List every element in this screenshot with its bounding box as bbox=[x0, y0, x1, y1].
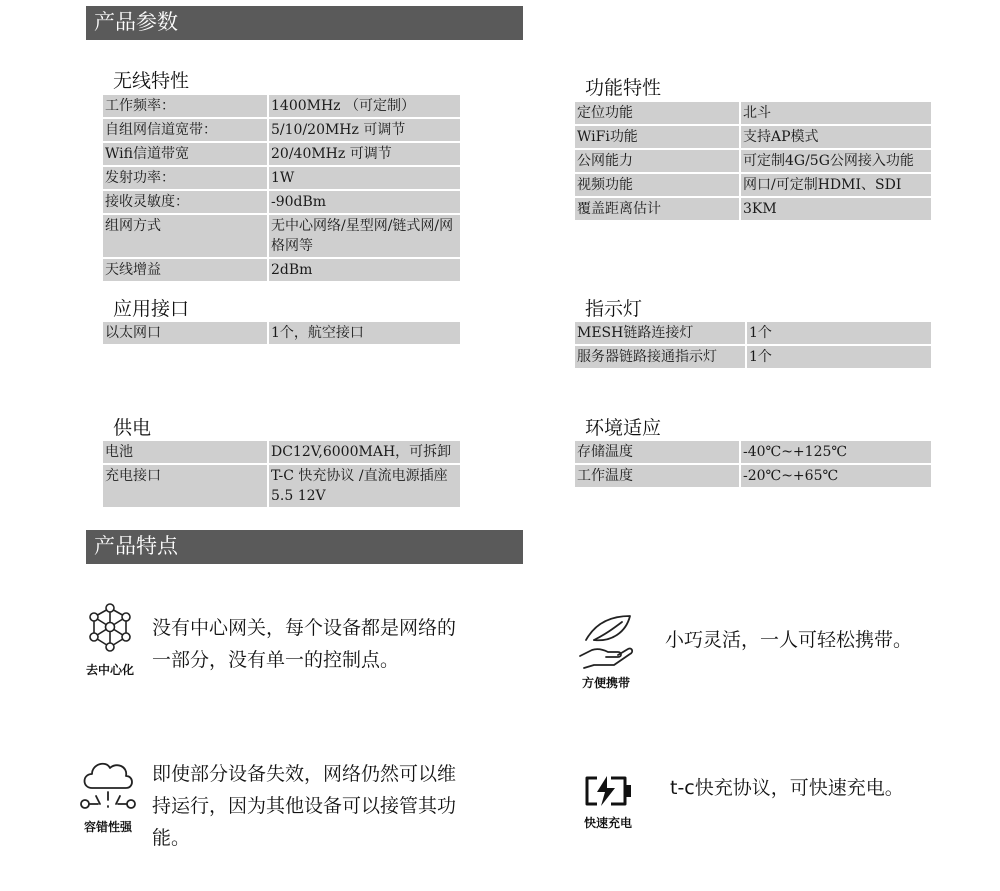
table-row bbox=[103, 166, 460, 190]
spec-value: 北斗 bbox=[740, 102, 931, 125]
features-banner: 产品特点 bbox=[86, 530, 523, 564]
spec-value: 1W bbox=[268, 166, 460, 190]
table-row bbox=[575, 125, 931, 149]
table-row bbox=[575, 102, 931, 125]
spec-key: WiFi功能 bbox=[575, 125, 740, 149]
feature-label: 容错性强 bbox=[83, 820, 132, 834]
spec-value: 可定制4G/5G公网接入功能 bbox=[740, 149, 931, 173]
spec-key: MESH链路连接灯 bbox=[575, 322, 746, 345]
spec-key: Wifi信道带宽 bbox=[103, 142, 268, 166]
spec-value: -90dBm bbox=[268, 190, 460, 214]
spec-key: 以太网口 bbox=[103, 322, 268, 345]
spec-key: 工作频率： bbox=[103, 95, 268, 118]
spec-value: 1个 bbox=[746, 345, 931, 369]
feature-text: 没有中心网关，每个设备都是网络的一部分，没有单一的控制点。 bbox=[152, 617, 457, 671]
table-row bbox=[103, 95, 460, 118]
table-row bbox=[103, 142, 460, 166]
interface-title: 应用接口 bbox=[113, 298, 190, 320]
power-table bbox=[103, 441, 460, 509]
spec-value: 1个，航空接口 bbox=[268, 322, 460, 345]
spec-value: 5/10/20MHz 可调节 bbox=[268, 118, 460, 142]
feature-text: 即使部分设备失效，网络仍然可以维持运行，因为其他设备可以接管其功能。 bbox=[152, 763, 457, 849]
spec-key: 工作温度 bbox=[575, 464, 740, 488]
indicator-table bbox=[575, 322, 931, 370]
decentralized-icon bbox=[80, 602, 140, 658]
fast-charge-icon bbox=[583, 774, 633, 808]
spec-value: DC12V,6000MAH，可拆卸 bbox=[268, 441, 460, 464]
interface-table bbox=[103, 322, 460, 346]
spec-value: -20℃~+65℃ bbox=[740, 464, 931, 488]
spec-key: 定位功能 bbox=[575, 102, 740, 125]
spec-key: 组网方式 bbox=[103, 214, 268, 258]
power-title: 供电 bbox=[113, 417, 152, 439]
table-row bbox=[575, 322, 931, 345]
spec-value: -40℃~+125℃ bbox=[740, 441, 931, 464]
spec-value: 20/40MHz 可调节 bbox=[268, 142, 460, 166]
spec-value: 3KM bbox=[740, 197, 931, 221]
feature-label: 方便携带 bbox=[581, 676, 630, 690]
spec-key: 自组网信道宽带： bbox=[103, 118, 268, 142]
table-row bbox=[575, 197, 931, 221]
spec-key: 接收灵敏度： bbox=[103, 190, 268, 214]
function-table bbox=[575, 102, 931, 222]
spec-value: 无中心网络/星型网/链式网/网格网等 bbox=[268, 214, 460, 258]
spec-key: 存储温度 bbox=[575, 441, 740, 464]
wireless-table bbox=[103, 95, 460, 283]
table-row bbox=[575, 173, 931, 197]
spec-key: 公网能力 bbox=[575, 149, 740, 173]
spec-key: 电池 bbox=[103, 441, 268, 464]
spec-key: 服务器链路接通指示灯 bbox=[575, 345, 746, 369]
spec-value: 2dBm bbox=[268, 258, 460, 282]
fault-tolerance-icon bbox=[78, 756, 138, 814]
table-row bbox=[575, 441, 931, 464]
portable-icon bbox=[578, 612, 634, 670]
indicator-title: 指示灯 bbox=[585, 298, 643, 320]
table-row bbox=[103, 441, 460, 464]
spec-key: 覆盖距离估计 bbox=[575, 197, 740, 221]
feature-text: 小巧灵活，一人可轻松携带。 bbox=[665, 629, 913, 651]
table-row bbox=[103, 258, 460, 282]
feature-label: 快速充电 bbox=[583, 816, 632, 830]
table-row bbox=[103, 190, 460, 214]
table-row bbox=[575, 345, 931, 369]
spec-value: 支持AP模式 bbox=[740, 125, 931, 149]
spec-key: 发射功率： bbox=[103, 166, 268, 190]
environment-title: 环境适应 bbox=[585, 417, 662, 439]
table-row bbox=[103, 118, 460, 142]
spec-value: 1个 bbox=[746, 322, 931, 345]
table-row bbox=[103, 464, 460, 508]
environment-table bbox=[575, 441, 931, 489]
table-row bbox=[103, 214, 460, 258]
spec-key: 充电接口 bbox=[103, 464, 268, 508]
feature-label: 去中心化 bbox=[85, 663, 134, 677]
spec-value: 网口/可定制HDMI、SDI bbox=[740, 173, 931, 197]
spec-value: 1400MHz （可定制） bbox=[268, 95, 460, 118]
params-banner: 产品参数 bbox=[86, 6, 523, 40]
wireless-title: 无线特性 bbox=[113, 70, 190, 92]
spec-value: T-C 快充协议 /直流电源插座5.5 12V bbox=[268, 464, 460, 508]
table-row bbox=[575, 149, 931, 173]
table-row bbox=[575, 464, 931, 488]
table-row bbox=[103, 322, 460, 345]
spec-key: 天线增益 bbox=[103, 258, 268, 282]
feature-text: t-c快充协议，可快速充电。 bbox=[670, 777, 904, 799]
function-title: 功能特性 bbox=[585, 77, 662, 99]
spec-key: 视频功能 bbox=[575, 173, 740, 197]
